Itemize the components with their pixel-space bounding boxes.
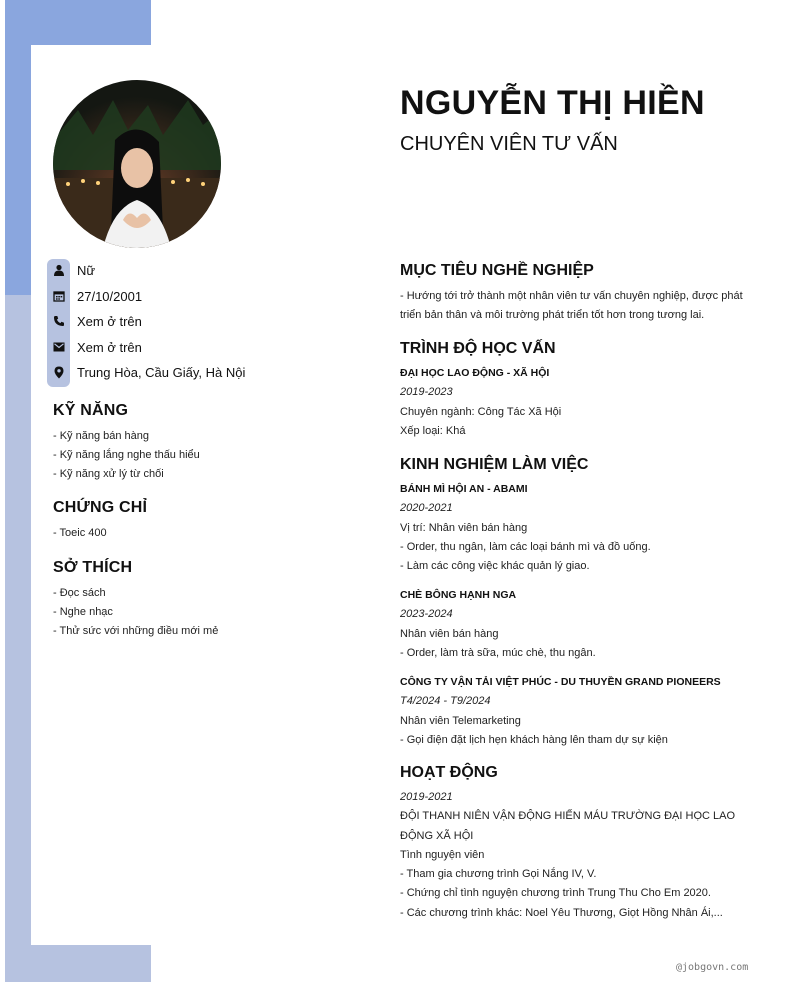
contact-phone-text: Xem ở trên: [77, 313, 142, 329]
user-icon: [47, 259, 70, 281]
list-item: - Thử sức với những điều mới mẻ: [53, 625, 219, 637]
job-entry: [400, 673, 764, 750]
company-name: BÁNH MÌ HỘI AN - ABAMI: [400, 483, 528, 495]
phone-icon: [47, 310, 70, 332]
skills-list: [53, 427, 200, 484]
job-line: - Làm các công việc khác quản lý giao.: [400, 560, 590, 573]
job-line: - Gọi điện đặt lịch hẹn khách hàng lên tham dự sự kiện: [400, 733, 668, 746]
hobbies-heading: SỞ THÍCH: [53, 559, 133, 576]
list-item: - Đọc sách: [53, 587, 106, 599]
contact-address-text: Trung Hòa, Cầu Giấy, Hà Nội: [77, 364, 246, 380]
activity-line: - Tham gia chương trình Gọi Nắng IV, V.: [400, 868, 597, 881]
education-heading: TRÌNH ĐỘ HỌC VẤN: [400, 340, 556, 357]
experience-heading: KINH NGHIỆM LÀM VIỆC: [400, 456, 589, 473]
contact-gender: [47, 259, 95, 281]
contact-address: [47, 361, 245, 383]
skills-heading: KỸ NĂNG: [53, 402, 129, 419]
list-item: - Kỹ năng bán hàng: [53, 430, 150, 442]
calendar-icon: [47, 285, 70, 307]
candidate-title: CHUYÊN VIÊN TƯ VẤN: [400, 133, 618, 155]
company-name: CHÈ BÔNG HẠNH NGA: [400, 589, 517, 601]
objective-text: [400, 287, 764, 326]
contact-phone: [47, 310, 142, 332]
activity-org: ĐỘI THANH NIÊN VẬN ĐỘNG HIẾN MÁU TRƯỜNG ĐẠI HỌC LAO ĐỘNG XÃ HỘI: [400, 810, 736, 842]
objective-line: triển bản thân và môi trường phát triển tốt hơn trong tương lai.: [400, 309, 705, 322]
activity-line: Tình nguyện viên: [400, 848, 485, 861]
job-period: 2023-2024: [400, 608, 453, 621]
education-period: 2019-2023: [400, 386, 453, 399]
location-icon: [47, 361, 70, 383]
mail-icon: [47, 336, 70, 358]
job-entry: [400, 480, 764, 576]
job-line: Vị trí: Nhân viên bán hàng: [400, 521, 528, 534]
activity-period: 2019-2021: [400, 791, 453, 803]
job-period: T4/2024 - T9/2024: [400, 695, 491, 708]
certificates-list: [53, 524, 107, 543]
job-line: - Order, thu ngân, làm các loại bánh mì và đồ uống.: [400, 540, 651, 553]
company-name: CÔNG TY VẬN TẢI VIỆT PHÚC - DU THUYỀN GRAND PIONEERS: [400, 676, 721, 688]
job-line: Nhân viên bán hàng: [400, 627, 499, 640]
job-period: 2020-2021: [400, 502, 453, 515]
job-line: Nhân viên Telemarketing: [400, 714, 521, 727]
contact-birthday-text: 27/10/2001: [77, 288, 143, 304]
job-line: - Order, làm trà sữa, múc chè, thu ngân.: [400, 646, 596, 659]
education-major: Chuyên ngành: Công Tác Xã Hội: [400, 405, 562, 418]
list-item: - Toeic 400: [53, 527, 107, 539]
contact-email-text: Xem ở trên: [77, 339, 142, 355]
school-name: ĐẠI HỌC LAO ĐỘNG - XÃ HỘI: [400, 367, 550, 379]
hobbies-list: [53, 584, 218, 641]
list-item: - Kỹ năng lắng nghe thấu hiểu: [53, 449, 200, 461]
activity-entry: [400, 788, 764, 923]
activity-line: - Các chương trình khác: Noel Yêu Thương, Giọt Hồng Nhân Ái,...: [400, 906, 723, 919]
certificates-heading: CHỨNG CHỈ: [53, 499, 148, 516]
candidate-name: NGUYỄN THỊ HIỀN: [400, 84, 705, 122]
profile-photo: [53, 80, 221, 248]
contact-birthday: [47, 285, 142, 307]
list-item: - Kỹ năng xử lý từ chối: [53, 468, 164, 480]
job-entry: [400, 586, 764, 663]
contact-email: [47, 336, 142, 358]
objective-line: - Hướng tới trở thành một nhân viên tư vấn chuyên nghiệp, được phát: [400, 290, 743, 302]
watermark: @jobgovn.com: [676, 962, 749, 973]
contact-gender-text: Nữ: [77, 262, 96, 278]
activity-line: - Chứng chỉ tình nguyện chương trình Trung Thu Cho Em 2020.: [400, 887, 711, 900]
list-item: - Nghe nhạc: [53, 606, 113, 618]
education-entry: [400, 364, 764, 441]
activities-heading: HOẠT ĐỘNG: [400, 764, 498, 781]
education-grade: Xếp loại: Khá: [400, 424, 466, 437]
objective-heading: MỤC TIÊU NGHỀ NGHIỆP: [400, 262, 594, 279]
